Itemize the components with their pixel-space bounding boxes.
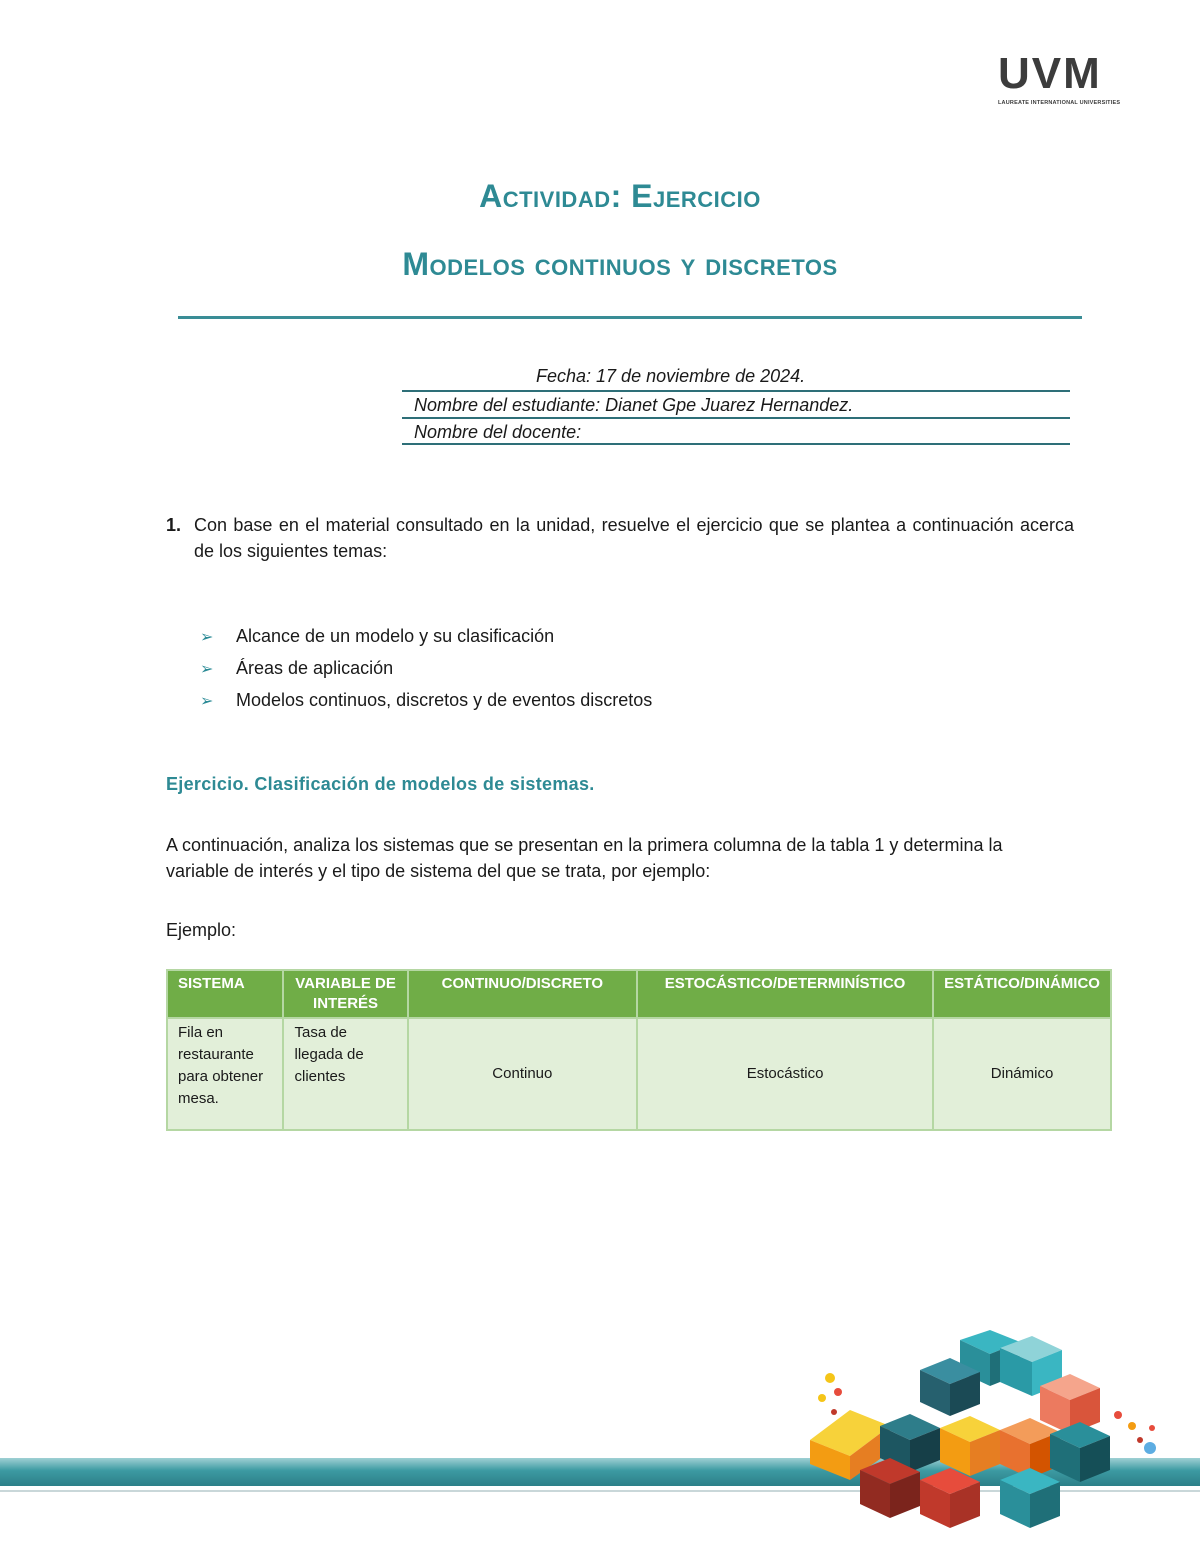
page-title: Actividad: Ejercicio	[479, 178, 761, 214]
decorative-cubes-graphic	[800, 1330, 1200, 1553]
list-item-text: Modelos continuos, discretos y de eventos discretos	[236, 690, 653, 710]
student-underline	[402, 417, 1070, 419]
date-underline	[402, 390, 1070, 392]
logo-text: UVM	[998, 49, 1102, 98]
title-divider	[178, 316, 1082, 319]
table-cell: Tasa de llegada de clientes	[283, 1018, 407, 1130]
table-header: VARIABLE DE INTERÉS	[283, 970, 407, 1018]
list-item-text: Áreas de aplicación	[236, 658, 394, 678]
table-header: SISTEMA	[167, 970, 283, 1018]
table-header: CONTINUO/DISCRETO	[408, 970, 637, 1018]
list-item	[200, 626, 554, 647]
teacher-underline	[402, 443, 1070, 445]
table-row	[167, 1018, 1111, 1130]
list-item-text: Alcance de un modelo y su clasificación	[236, 626, 555, 646]
question-text: Con base en el material consultado en la unidad, resuelve el ejercicio que se plantea a continuación acerca de los siguientes temas:	[194, 515, 1074, 561]
question-1	[166, 512, 1074, 564]
arrow-bullet-icon: ➢	[200, 693, 214, 710]
list-item	[200, 690, 652, 711]
student-name-field: Nombre del estudiante: Dianet Gpe Juarez Hernandez.	[414, 395, 854, 415]
exercise-heading: Ejercicio. Clasificación de modelos de sistemas.	[166, 774, 595, 794]
table-header: ESTOCÁSTICO/DETERMINÍSTICO	[637, 970, 933, 1018]
logo-tagline: LAUREATE INTERNATIONAL UNIVERSITIES	[998, 100, 1121, 106]
arrow-bullet-icon: ➢	[200, 629, 214, 646]
date-field: Fecha: 17 de noviembre de 2024.	[536, 366, 806, 386]
table-cell: Estocástico	[637, 1018, 933, 1130]
table-cell: Fila en restaurante para obtener mesa.	[167, 1018, 283, 1130]
table-cell: Dinámico	[933, 1018, 1111, 1130]
table-header-row	[167, 970, 1111, 1018]
uvm-logo	[998, 49, 1123, 110]
question-number: 1.	[166, 515, 182, 535]
exercise-instructions: A continuación, analiza los sistemas que se presentan en la primera columna de la tabla 1 y determina la variable de interés y el tipo de sistema del que se trata, por ejemplo:	[166, 835, 1003, 881]
example-label: Ejemplo:	[166, 920, 237, 940]
page-subtitle: Modelos continuos y discretos	[402, 246, 838, 282]
teacher-name-field: Nombre del docente:	[414, 422, 582, 442]
example-table	[166, 969, 1112, 1131]
table-header: ESTÁTICO/DINÁMICO	[933, 970, 1111, 1018]
table-cell: Continuo	[408, 1018, 637, 1130]
arrow-bullet-icon: ➢	[200, 661, 214, 678]
list-item	[200, 658, 393, 679]
